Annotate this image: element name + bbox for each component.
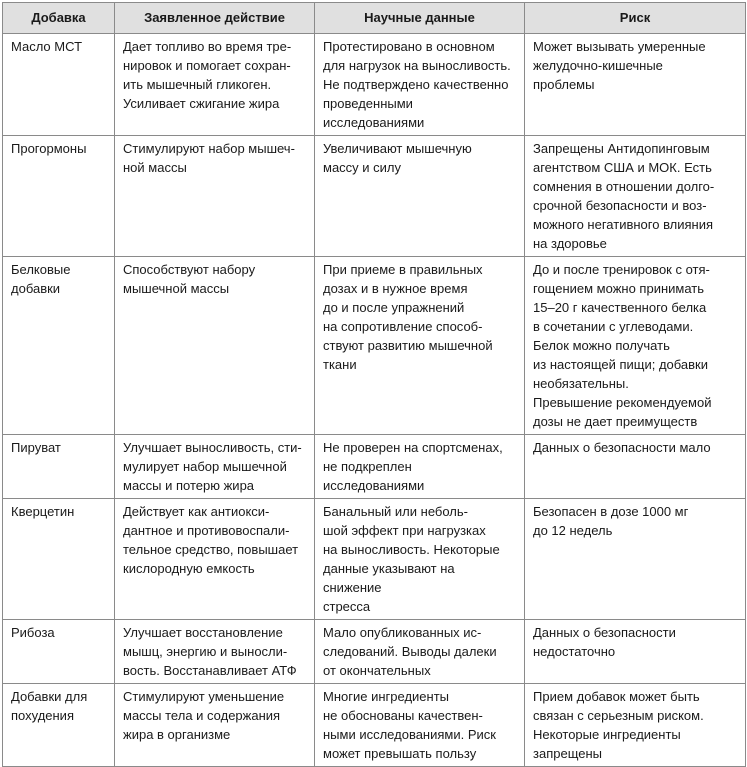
cell-scientific-data: Мало опубликованных ис- следований. Выводы далеки от окончательных [315, 620, 525, 684]
table-body [3, 34, 746, 767]
cell-risk: Безопасен в дозе 1000 мг до 12 недель [525, 499, 746, 620]
supplements-table [2, 2, 746, 767]
cell-claimed-effect: Действует как антиокси- дантное и противовоспали- тельное средство, повышает кислородную емкость [115, 499, 315, 620]
table-row [3, 136, 746, 257]
cell-risk: Может вызывать умеренные желудочно-кишечные проблемы [525, 34, 746, 136]
header-supplement: Добавка [3, 3, 115, 34]
cell-claimed-effect: Улучшает выносливость, сти- мулирует набор мышечной массы и потерю жира [115, 435, 315, 499]
cell-risk: Данных о безопасности мало [525, 435, 746, 499]
cell-claimed-effect: Улучшает восстановление мышц, энергию и выносли- вость. Восстанавливает АТФ [115, 620, 315, 684]
table-row [3, 34, 746, 136]
table-header [3, 3, 746, 34]
table-row [3, 499, 746, 620]
cell-supplement: Добавки для похудения [3, 684, 115, 767]
cell-supplement: Кверцетин [3, 499, 115, 620]
cell-claimed-effect: Дает топливо во время тре- нировок и помогает сохран- ить мышечный гликоген. Усиливает сжигание жира [115, 34, 315, 136]
cell-supplement: Рибоза [3, 620, 115, 684]
cell-scientific-data: Банальный или неболь- шой эффект при нагрузках на выносливость. Некоторые данные указывают на снижение стресса [315, 499, 525, 620]
header-risk: Риск [525, 3, 746, 34]
table-row [3, 684, 746, 767]
table-row [3, 435, 746, 499]
cell-supplement: Масло МСТ [3, 34, 115, 136]
cell-supplement: Прогормоны [3, 136, 115, 257]
table-row [3, 257, 746, 435]
cell-risk: Запрещены Антидопинговым агентством США и МОК. Есть сомнения в отношении долго- срочной безопасности и воз- можного негативного влияния на здоровье [525, 136, 746, 257]
header-claimed-effect: Заявленное действие [115, 3, 315, 34]
cell-supplement: Белковые добавки [3, 257, 115, 435]
cell-claimed-effect: Стимулируют уменьшение массы тела и содержания жира в организме [115, 684, 315, 767]
cell-scientific-data: Многие ингредиенты не обоснованы качествен- ными исследованиями. Риск может превышать пользу [315, 684, 525, 767]
cell-risk: До и после тренировок с отя- гощением можно принимать 15–20 г качественного белка в сочетании с углеводами. Белок можно получать из настоящей пищи; добавки необязательны. Превышение рекомендуемой дозы не дает преимуществ [525, 257, 746, 435]
cell-claimed-effect: Способствуют набору мышечной массы [115, 257, 315, 435]
cell-supplement: Пируват [3, 435, 115, 499]
header-row [3, 3, 746, 34]
header-scientific-data: Научные данные [315, 3, 525, 34]
cell-scientific-data: Не проверен на спортсменах, не подкреплен исследованиями [315, 435, 525, 499]
cell-scientific-data: При приеме в правильных дозах и в нужное время до и после упражнений на сопротивление способ- ствуют развитию мышечной ткани [315, 257, 525, 435]
cell-scientific-data: Протестировано в основном для нагрузок на выносливость. Не подтверждено качественно проведенными исследованиями [315, 34, 525, 136]
table-row [3, 620, 746, 684]
cell-risk: Прием добавок может быть связан с серьезным риском. Некоторые ингредиенты запрещены [525, 684, 746, 767]
cell-claimed-effect: Стимулируют набор мышеч- ной массы [115, 136, 315, 257]
cell-scientific-data: Увеличивают мышечную массу и силу [315, 136, 525, 257]
cell-risk: Данных о безопасности недостаточно [525, 620, 746, 684]
